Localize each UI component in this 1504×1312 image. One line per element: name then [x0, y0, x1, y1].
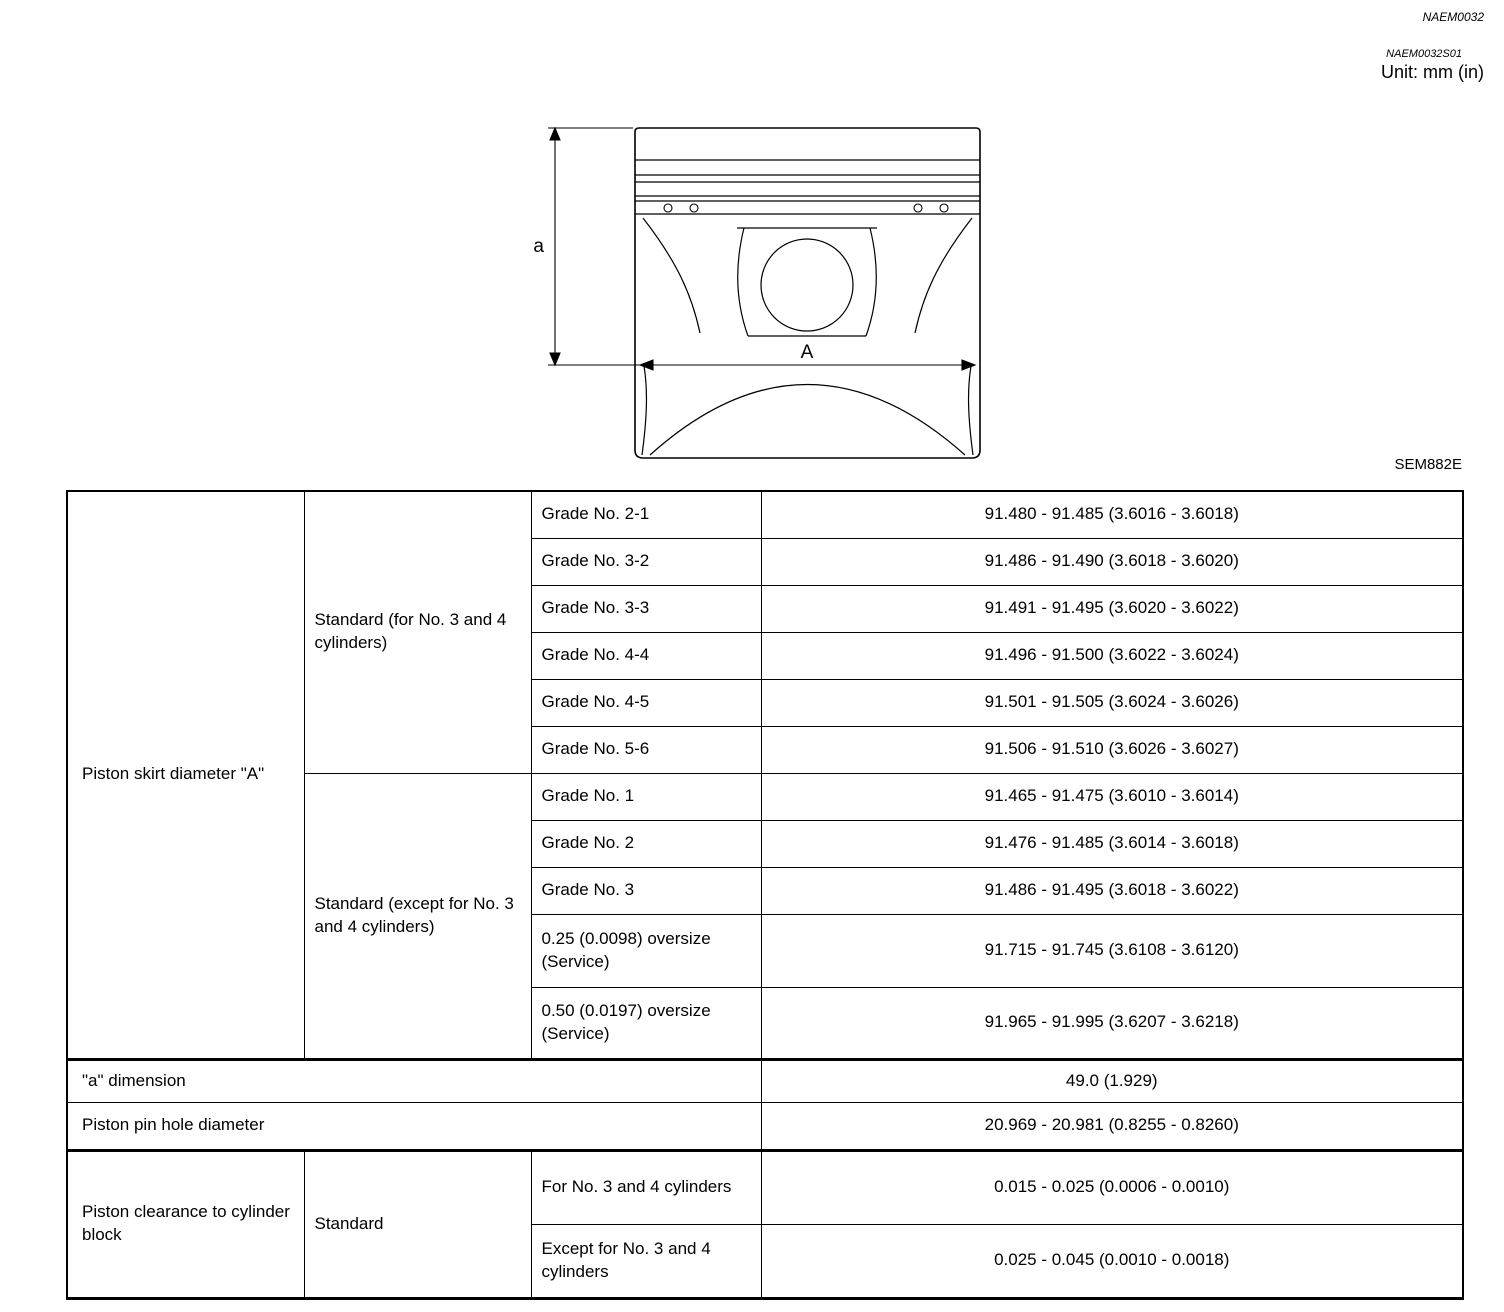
spec-value: 91.496 - 91.500 (3.6022 - 3.6024) — [761, 632, 1463, 679]
piston-interior — [642, 218, 973, 455]
grade-label: Grade No. 5-6 — [531, 726, 761, 773]
row-label-piston-clearance: Piston clearance to cylinder block — [67, 1150, 304, 1298]
spec-value: 91.480 - 91.485 (3.6016 - 3.6018) — [761, 491, 1463, 538]
spec-value: 49.0 (1.929) — [761, 1059, 1463, 1102]
spec-value: 91.506 - 91.510 (3.6026 - 3.6027) — [761, 726, 1463, 773]
unit-note: Unit: mm (in) — [1381, 62, 1484, 82]
dimension-A — [548, 342, 975, 370]
spec-value: 91.476 - 91.485 (3.6014 - 3.6018) — [761, 820, 1463, 867]
row-label-piston-skirt-diameter: Piston skirt diameter "A" — [67, 491, 304, 1059]
row-label-a-dimension: "a" dimension — [67, 1059, 761, 1102]
row-label-pin-hole-diameter: Piston pin hole diameter — [67, 1102, 761, 1150]
spec-value: 91.501 - 91.505 (3.6024 - 3.6026) — [761, 679, 1463, 726]
spec-value: 91.715 - 91.745 (3.6108 - 3.6120) — [761, 914, 1463, 987]
grade-label: Grade No. 4-5 — [531, 679, 761, 726]
sub-label-standard-34: Standard (for No. 3 and 4 cylinders) — [304, 491, 531, 773]
figure-code: SEM882E — [1394, 456, 1462, 473]
doc-ref-code: NAEM0032 — [1422, 10, 1484, 24]
grade-label: Grade No. 3-2 — [531, 538, 761, 585]
grade-label: Grade No. 3-3 — [531, 585, 761, 632]
dimension-a — [533, 128, 633, 365]
sub-label-standard-except-34: Standard (except for No. 3 and 4 cylinders) — [304, 773, 531, 1059]
clearance-item-label: Except for No. 3 and 4 cylinders — [531, 1224, 761, 1298]
grade-label: 0.50 (0.0197) oversize (Service) — [531, 987, 761, 1059]
spec-value: 91.486 - 91.495 (3.6018 - 3.6022) — [761, 867, 1463, 914]
grade-label: Grade No. 2-1 — [531, 491, 761, 538]
spec-value: 91.465 - 91.475 (3.6010 - 3.6014) — [761, 773, 1463, 820]
spec-value: 0.025 - 0.045 (0.0010 - 0.0018) — [761, 1224, 1463, 1298]
dim-a-label: a — [533, 236, 544, 257]
piston-spec-table — [66, 490, 1464, 1300]
spec-value: 91.486 - 91.490 (3.6018 - 3.6020) — [761, 538, 1463, 585]
grade-label: Grade No. 2 — [531, 820, 761, 867]
grade-label: 0.25 (0.0098) oversize (Service) — [531, 914, 761, 987]
section-ref-code: NAEM0032S01 — [1386, 48, 1462, 60]
grade-label: Grade No. 4-4 — [531, 632, 761, 679]
sub-label-standard: Standard — [304, 1150, 531, 1298]
spec-value: 91.965 - 91.995 (3.6207 - 3.6218) — [761, 987, 1463, 1059]
dim-A-label: A — [800, 342, 814, 363]
spec-value: 0.015 - 0.025 (0.0006 - 0.0010) — [761, 1150, 1463, 1224]
oil-ring-holes — [664, 204, 948, 212]
spec-value: 91.491 - 91.495 (3.6020 - 3.6022) — [761, 585, 1463, 632]
grade-label: Grade No. 3 — [531, 867, 761, 914]
piston-pin-hole — [761, 239, 853, 331]
grade-label: Grade No. 1 — [531, 773, 761, 820]
piston-ring-grooves — [635, 160, 980, 214]
clearance-item-label: For No. 3 and 4 cylinders — [531, 1150, 761, 1224]
spec-value: 20.969 - 20.981 (0.8255 - 0.8260) — [761, 1102, 1463, 1150]
piston-outline — [635, 128, 980, 458]
piston-diagram — [520, 118, 1000, 468]
